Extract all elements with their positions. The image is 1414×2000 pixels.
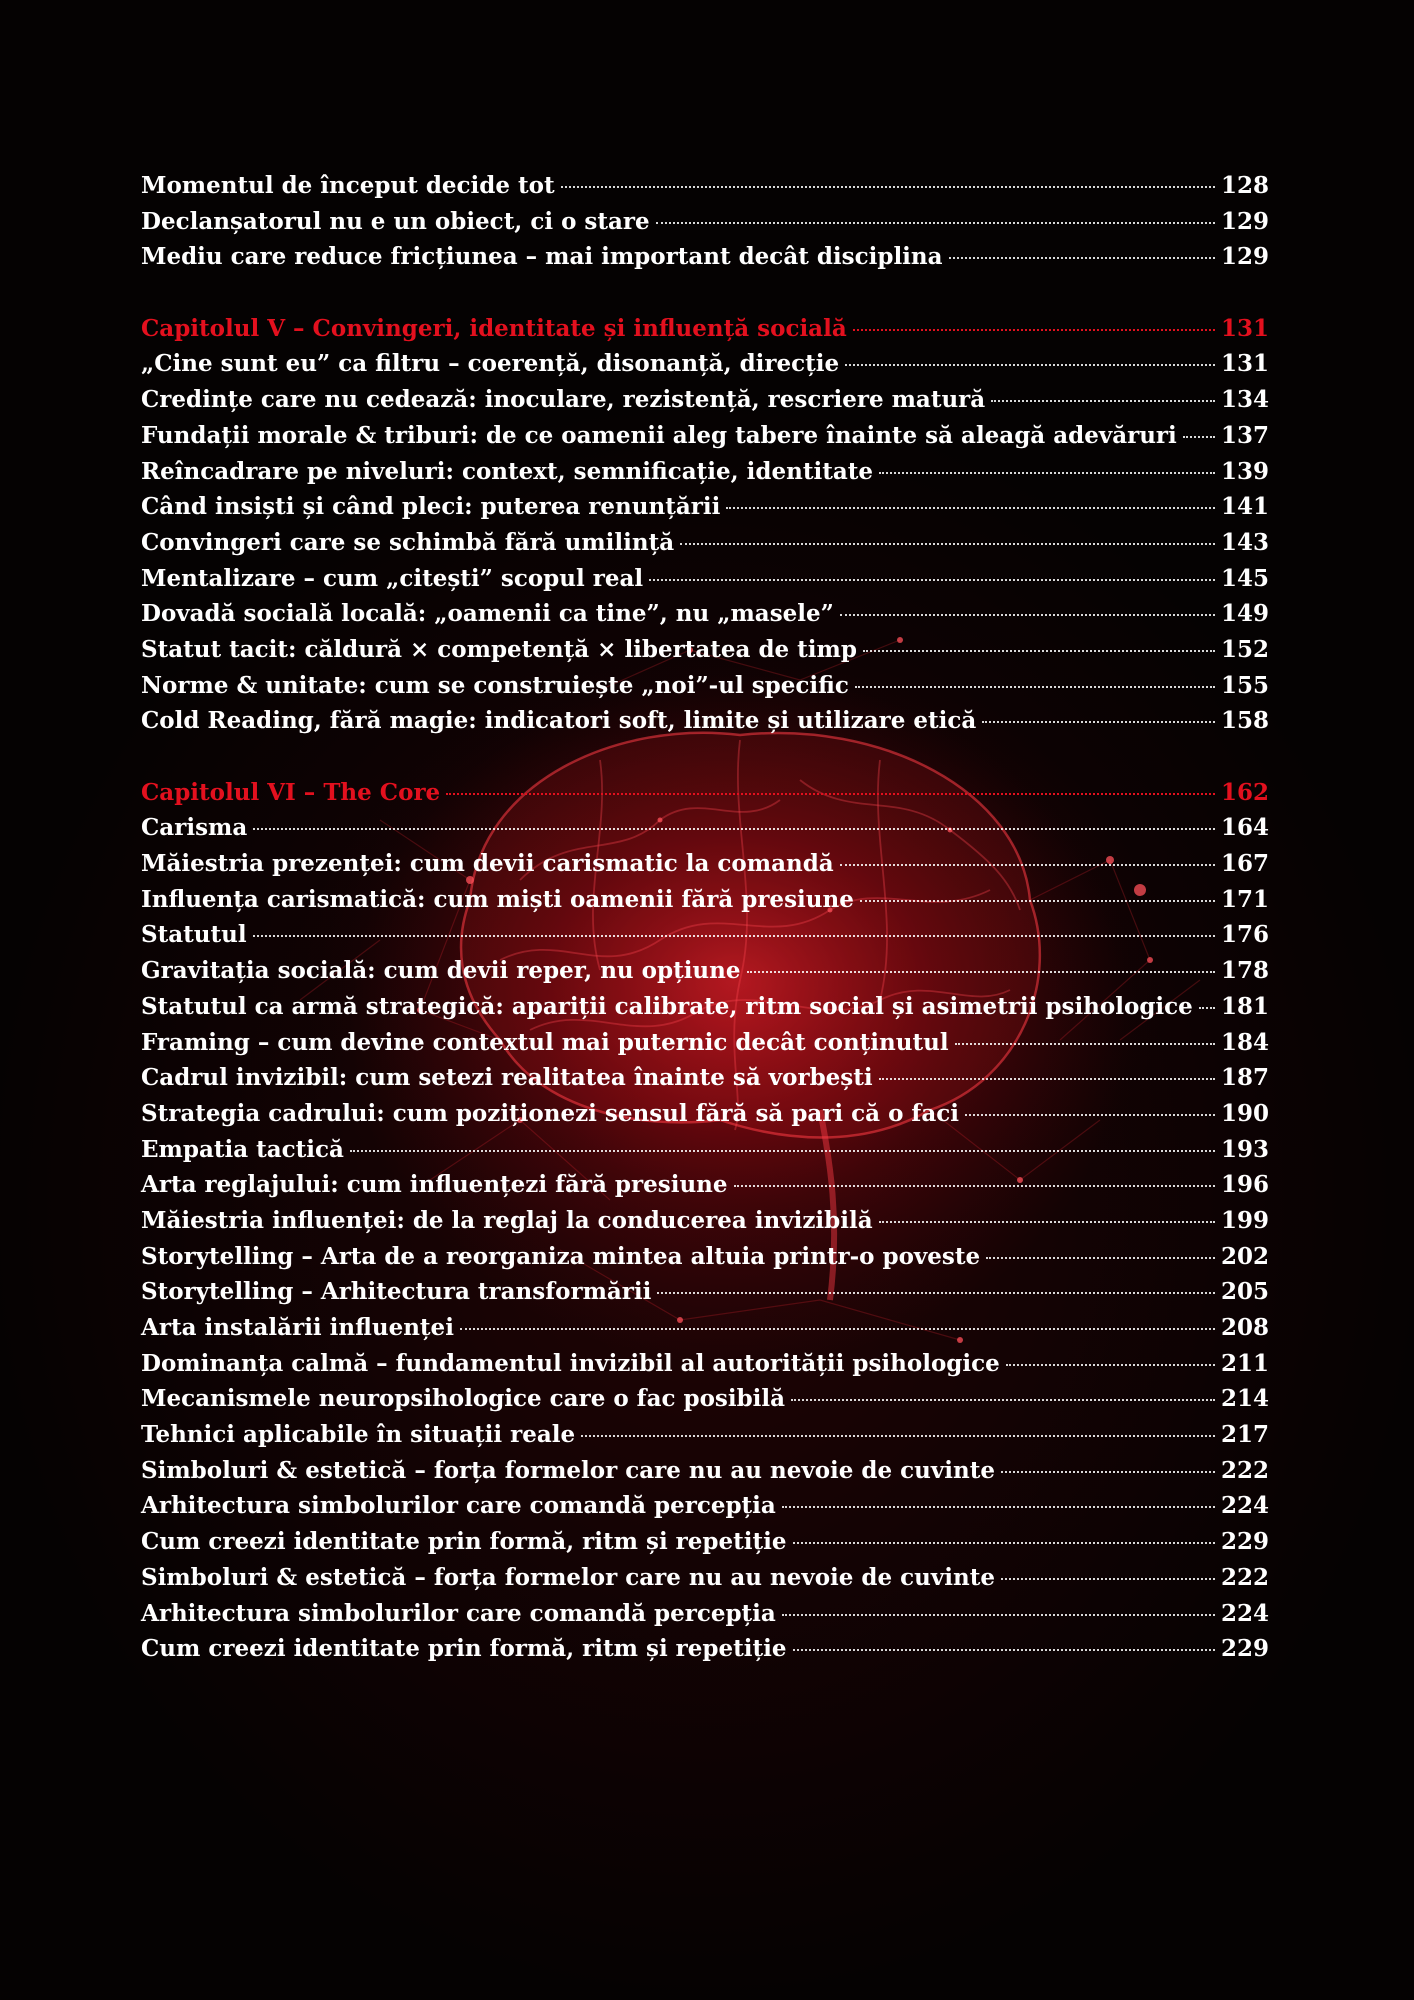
toc-entry (141, 1350, 1269, 1386)
dot-leader (649, 579, 1215, 581)
entry-title: Dominanța calmă – fundamentul invizibil al autorității psihologice (141, 1349, 1000, 1377)
page-number: 217 (1220, 1421, 1269, 1449)
toc-entry (141, 1136, 1269, 1172)
toc-entry (141, 172, 1269, 208)
page-number: 155 (1220, 671, 1269, 699)
dot-leader (879, 1221, 1215, 1223)
chapter-heading (141, 315, 1269, 351)
entry-title: Reîncadrare pe niveluri: context, semnificație, identitate (141, 457, 873, 485)
toc-entry (141, 707, 1269, 743)
toc-entry (141, 1171, 1269, 1207)
entry-title: Mediu care reduce fricțiunea – mai important decât disciplina (141, 243, 943, 271)
page-number: 128 (1220, 172, 1269, 199)
toc-entry (141, 1635, 1269, 1671)
chapter-title: Capitolul V – Convingeri, identitate și influență socială (141, 314, 847, 342)
entry-title: Statutul ca armă strategică: apariții calibrate, ritm social și asimetrii psihologice (141, 992, 1193, 1020)
page-number: 211 (1220, 1349, 1269, 1377)
page-number: 193 (1220, 1135, 1269, 1163)
page-number: 208 (1220, 1314, 1269, 1341)
dot-leader (782, 1614, 1215, 1616)
dot-leader (657, 1292, 1215, 1294)
page-number: 229 (1220, 1528, 1269, 1556)
dot-leader (1001, 1471, 1215, 1473)
dot-leader (853, 329, 1215, 331)
dot-leader (460, 1328, 1215, 1330)
entry-title: Când insiști și când pleci: puterea renunțării (141, 493, 721, 521)
page-number: 181 (1220, 992, 1269, 1020)
entry-title: Empatia tactică (141, 1135, 344, 1163)
dot-leader (840, 864, 1215, 866)
entry-title: Statut tacit: căldură × competență × libertatea de timp (141, 635, 857, 663)
dot-leader (949, 257, 1215, 259)
page-number: 164 (1220, 814, 1269, 842)
page-number: 152 (1220, 635, 1269, 663)
toc-entry (141, 600, 1269, 636)
page-number: 143 (1220, 528, 1269, 556)
page-number: 137 (1220, 421, 1269, 449)
toc-entry (141, 814, 1269, 850)
entry-title: Influența carismatică: cum miști oamenii fără presiune (141, 885, 854, 913)
page-number: 158 (1220, 707, 1269, 735)
page-number: 184 (1220, 1028, 1269, 1056)
toc-entry (141, 1029, 1269, 1065)
chapter-page-number: 131 (1220, 314, 1269, 342)
entry-title: Arhitectura simbolurilor care comandă percepția (141, 1492, 776, 1520)
page-number: 171 (1220, 885, 1269, 913)
entry-title: Storytelling – Arta de a reorganiza mintea altuia printr-o poveste (141, 1242, 981, 1270)
page-number: 224 (1220, 1599, 1269, 1627)
toc-entry (141, 850, 1269, 886)
entry-title: Simboluri & estetică – forța formelor care nu au nevoie de cuvinte (141, 1456, 995, 1484)
toc-entry (141, 1385, 1269, 1421)
dot-leader (986, 1257, 1215, 1259)
dot-leader (991, 400, 1215, 402)
chapter-title: Capitolul VI – The Core (141, 778, 441, 806)
chapter-heading (141, 779, 1269, 815)
page-number: 145 (1220, 564, 1269, 592)
section-gap (141, 279, 1269, 315)
page-number: 222 (1220, 1563, 1269, 1591)
dot-leader (680, 543, 1215, 545)
toc-entry (141, 636, 1269, 672)
toc-entry (141, 1600, 1269, 1636)
dot-leader (253, 828, 1215, 830)
dot-leader (561, 186, 1215, 188)
page-number: 141 (1220, 493, 1269, 521)
entry-title: Gravitația socială: cum devii reper, nu opțiune (141, 957, 741, 985)
page-number: 190 (1220, 1099, 1269, 1127)
toc-entry (141, 1314, 1269, 1350)
page-number: 199 (1220, 1206, 1269, 1234)
toc-entry (141, 957, 1269, 993)
dot-leader (782, 1506, 1215, 1508)
dot-leader (581, 1435, 1215, 1437)
entry-title: Cadrul invizibil: cum setezi realitatea înainte să vorbești (141, 1064, 873, 1092)
section-gap (141, 743, 1269, 779)
entry-title: Cold Reading, fără magie: indicatori soft, limite și utilizare etică (141, 707, 977, 735)
toc-entry (141, 886, 1269, 922)
toc-entry (141, 565, 1269, 601)
toc-entry (141, 1278, 1269, 1314)
page-number: 205 (1220, 1278, 1269, 1306)
toc-entry (141, 208, 1269, 244)
toc-entry (141, 1207, 1269, 1243)
entry-title: Arta instalării influenței (141, 1314, 454, 1341)
toc-entry (141, 1064, 1269, 1100)
toc-entry (141, 1492, 1269, 1528)
dot-leader (879, 472, 1215, 474)
toc-entry (141, 1528, 1269, 1564)
entry-title: Arhitectura simbolurilor care comandă percepția (141, 1599, 776, 1627)
page-number: 178 (1220, 957, 1269, 985)
page-number: 196 (1220, 1171, 1269, 1199)
entry-title: Framing – cum devine contextul mai puternic decât conținutul (141, 1028, 949, 1056)
entry-title: Credințe care nu cedează: inoculare, rezistență, rescriere matură (141, 386, 986, 414)
toc-entry (141, 243, 1269, 279)
dot-leader (446, 793, 1215, 795)
entry-title: Momentul de început decide tot (141, 172, 555, 199)
dot-leader (1006, 1364, 1215, 1366)
toc-entry (141, 1564, 1269, 1600)
dot-leader (879, 1078, 1215, 1080)
entry-title: Fundații morale & triburi: de ce oamenii aleg tabere înainte să aleagă adevăruri (141, 421, 1177, 449)
entry-title: Storytelling – Arhitectura transformării (141, 1278, 652, 1306)
toc-entry (141, 386, 1269, 422)
dot-leader (793, 1542, 1215, 1544)
page-number: 149 (1220, 600, 1269, 628)
dot-leader (855, 686, 1215, 688)
toc-entry (141, 921, 1269, 957)
dot-leader (656, 222, 1215, 224)
entry-title: Declanșatorul nu e un obiect, ci o stare (141, 207, 650, 235)
dot-leader (747, 971, 1215, 973)
page-number: 167 (1220, 850, 1269, 878)
entry-title: Norme & unitate: cum se construiește „noi”-ul specific (141, 671, 849, 699)
dot-leader (860, 900, 1215, 902)
dot-leader (253, 935, 1215, 937)
entry-title: Simboluri & estetică – forța formelor care nu au nevoie de cuvinte (141, 1563, 995, 1591)
entry-title: Statutul (141, 921, 247, 949)
entry-title: Mecanismele neuropsihologice care o fac posibilă (141, 1385, 786, 1413)
dot-leader (955, 1043, 1215, 1045)
dot-leader (845, 364, 1215, 366)
dot-leader (840, 614, 1215, 616)
toc-entry (141, 422, 1269, 458)
toc-entry (141, 1243, 1269, 1279)
dot-leader (726, 507, 1215, 509)
page-number: 229 (1220, 1635, 1269, 1663)
page-number: 187 (1220, 1064, 1269, 1092)
toc-entry (141, 993, 1269, 1029)
toc-entry (141, 1421, 1269, 1457)
page-number: 214 (1220, 1385, 1269, 1413)
toc-entry (141, 1457, 1269, 1493)
page-number: 222 (1220, 1456, 1269, 1484)
dot-leader (793, 1649, 1215, 1651)
entry-title: Măiestria influenței: de la reglaj la conducerea invizibilă (141, 1206, 873, 1234)
entry-title: Tehnici aplicabile în situații reale (141, 1421, 576, 1449)
dot-leader (965, 1114, 1215, 1116)
dot-leader (1199, 1007, 1215, 1009)
page-number: 129 (1220, 207, 1269, 235)
dot-leader (863, 650, 1215, 652)
entry-title: „Cine sunt eu” ca filtru – coerență, disonanță, direcție (141, 350, 840, 378)
chapter-page-number: 162 (1220, 778, 1269, 806)
toc-entry (141, 672, 1269, 708)
toc-entry (141, 529, 1269, 565)
entry-title: Dovadă socială locală: „oamenii ca tine”, nu „masele” (141, 600, 834, 628)
entry-title: Cum creezi identitate prin formă, ritm și repetiție (141, 1635, 787, 1663)
dot-leader (791, 1399, 1215, 1401)
dot-leader (350, 1150, 1215, 1152)
page-number: 129 (1220, 243, 1269, 271)
page-number: 176 (1220, 921, 1269, 949)
toc-entry (141, 493, 1269, 529)
dot-leader (734, 1185, 1215, 1187)
page-number: 139 (1220, 457, 1269, 485)
page-number: 224 (1220, 1492, 1269, 1520)
toc-entry (141, 350, 1269, 386)
toc-entry (141, 458, 1269, 494)
page-number: 134 (1220, 386, 1269, 414)
page-number: 131 (1220, 350, 1269, 378)
entry-title: Mentalizare – cum „citești” scopul real (141, 564, 644, 592)
dot-leader (1183, 436, 1215, 438)
entry-title: Strategia cadrului: cum poziționezi sensul fără să pari că o faci (141, 1099, 959, 1127)
entry-title: Convingeri care se schimbă fără umilință (141, 528, 675, 556)
entry-title: Arta reglajului: cum influențezi fără presiune (141, 1171, 728, 1199)
entry-title: Măiestria prezenței: cum devii carismatic la comandă (141, 850, 834, 878)
entry-title: Cum creezi identitate prin formă, ritm și repetiție (141, 1528, 787, 1556)
table-of-contents (141, 172, 1269, 1671)
entry-title: Carisma (141, 814, 248, 842)
page-number: 202 (1220, 1242, 1269, 1270)
toc-entry (141, 1100, 1269, 1136)
dot-leader (982, 721, 1215, 723)
dot-leader (1001, 1578, 1215, 1580)
